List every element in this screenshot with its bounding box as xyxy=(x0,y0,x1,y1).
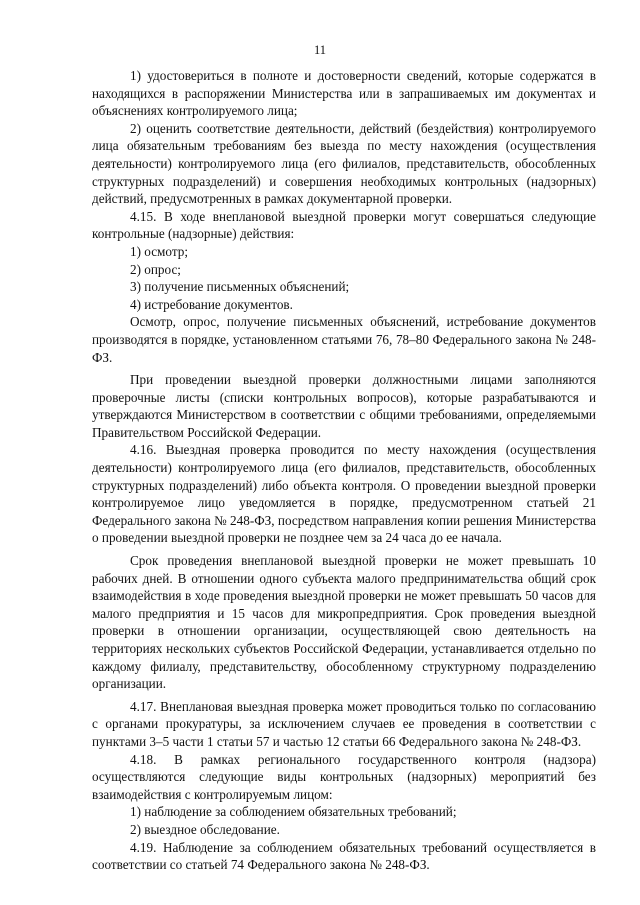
paragraph-inspection-duration: Срок проведения внеплановой выездной проверки не может превышать 10 рабочих дней. В отношении одного субъекта малого предпринимательства общий срок взаимодействия в ходе проведения выездной проверки не может превышать 50 часов для малого предприятия и 15 часов для микропредприятия. Срок проведения выездной проверки в отношении организации, осуществляющей свою деятельность на территориях нескольких субъектов Российской Федерации, устанавливается отдельно по каждому филиалу, представительству, обособленному структурному подразделению организации. xyxy=(92,553,596,692)
paragraph-4-18: 4.18. В рамках регионального государственного контроля (надзора) осуществляются следующие виды контрольных (надзорных) мероприятий без взаимодействия с контролируемым лицом: xyxy=(92,751,596,802)
paragraph-4-17: 4.17. Внеплановая выездная проверка может проводиться только по согласованию с органами прокуратуры, за исключением случаев ее проведения в соответствии с пунктами 3–5 части 1 статьи 57 и частью 12 статьи 66 Федерального закона № 248-ФЗ. xyxy=(92,698,596,749)
list-item-survey: 2) опрос; xyxy=(130,261,181,277)
document-body xyxy=(92,67,596,874)
list-item-field-survey: 2) выездное обследование. xyxy=(130,821,280,837)
list-item-written-explanations: 3) получение письменных объяснений; xyxy=(130,279,350,295)
list-item-inspection: 1) осмотр; xyxy=(130,243,189,259)
paragraph-4-15: 4.15. В ходе внеплановой выездной проверки могут совершаться следующие контрольные (надзорные) действия: xyxy=(92,208,596,242)
paragraph-verify-completeness: 1) удостовериться в полноте и достоверности сведений, которые содержатся в находящихся в распоряжении Министерства или в запрашиваемых им документах и объяснениях контролируемого лица; xyxy=(92,68,596,119)
list-item-document-request: 4) истребование документов. xyxy=(130,296,293,312)
page-number: 11 xyxy=(313,43,327,57)
paragraph-4-16: 4.16. Выездная проверка проводится по месту нахождения (осуществления деятельности) контролируемого лица (его филиалов, представительств, обособленных структурных подразделений) либо объекта контроля. О проведении выездной проверки контролируемое лицо уведомляется в порядке, предусмотренном статьей 21 Федерального закона № 248-ФЗ, посредством направления копии решения Министерства о проведении выездной проверки не позднее чем за 24 часа до ее начала. xyxy=(92,442,596,546)
paragraph-checklists: При проведении выездной проверки должностными лицами заполняются проверочные листы (списки контрольных вопросов), которые разрабатываются и утверждаются Министерством в соответствии с общими требованиями, определяемыми Правительством Российской Федерации. xyxy=(92,372,596,440)
paragraph-4-19: 4.19. Наблюдение за соблюдением обязательных требований осуществляется в соответствии со статьей 74 Федерального закона № 248-ФЗ. xyxy=(92,839,596,873)
paragraph-assess-compliance: 2) оценить соответствие деятельности, действий (бездействия) контролируемого лица обязательным требованиям без выезда по месту нахождения (осуществления деятельности) контролируемого лица (его филиалов, представительств, обособленных структурных подразделений) и совершения необходимых контрольных (надзорных) действий, предусмотренных в рамках документарной проверки. xyxy=(92,120,596,207)
list-item-observation: 1) наблюдение за соблюдением обязательных требований; xyxy=(130,804,457,820)
paragraph-procedure-articles: Осмотр, опрос, получение письменных объяснений, истребование документов производятся в порядке, установленном статьями 76, 78–80 Федерального закона № 248-ФЗ. xyxy=(92,314,596,365)
